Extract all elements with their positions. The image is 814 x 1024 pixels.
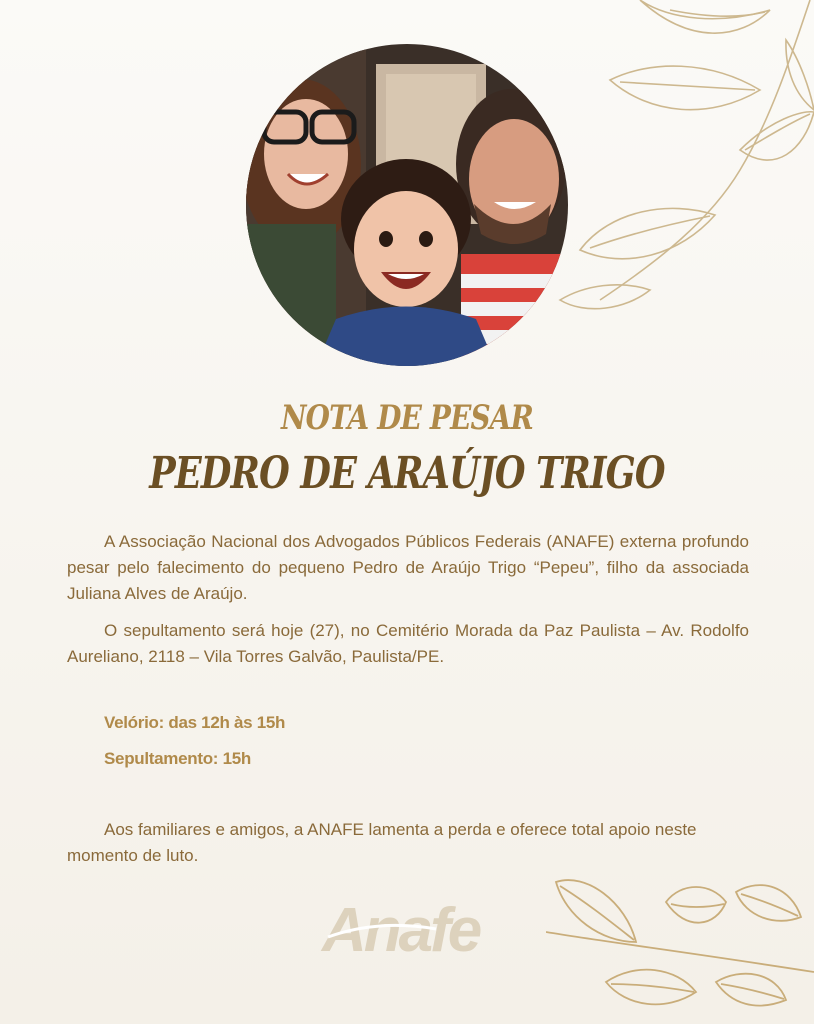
decorative-leaves-bottom bbox=[546, 872, 814, 1024]
family-photo bbox=[246, 44, 568, 366]
condolence-paragraph: Aos familiares e amigos, a ANAFE lamenta a perda e oferece total apoio neste momento de luto. bbox=[67, 820, 697, 865]
anafe-logo bbox=[318, 893, 498, 959]
announcement-paragraph: A Associação Nacional dos Advogados Públicos Federais (ANAFE) externa profundo pesar pelo falecimento do pequeno Pedro de Araújo Trigo “Pepeu”, filho da associada Juliana Alves de Araújo. bbox=[67, 532, 749, 603]
title-nota-de-pesar: NOTA DE PESAR bbox=[281, 398, 533, 438]
sepultamento-time: Sepultamento: 15h bbox=[104, 749, 251, 768]
velorio-time: Velório: das 12h às 15h bbox=[104, 713, 286, 732]
logo-text: Anafe bbox=[322, 896, 480, 959]
burial-location-paragraph: O sepultamento será hoje (27), no Cemitério Morada da Paz Paulista – Av. Rodolfo Aureliano, 2118 – Vila Torres Galvão, Paulista/PE. bbox=[67, 621, 749, 666]
deceased-name-title: PEDRO DE ARAÚJO TRIGO bbox=[149, 448, 665, 499]
decorative-leaves-top bbox=[540, 0, 814, 330]
